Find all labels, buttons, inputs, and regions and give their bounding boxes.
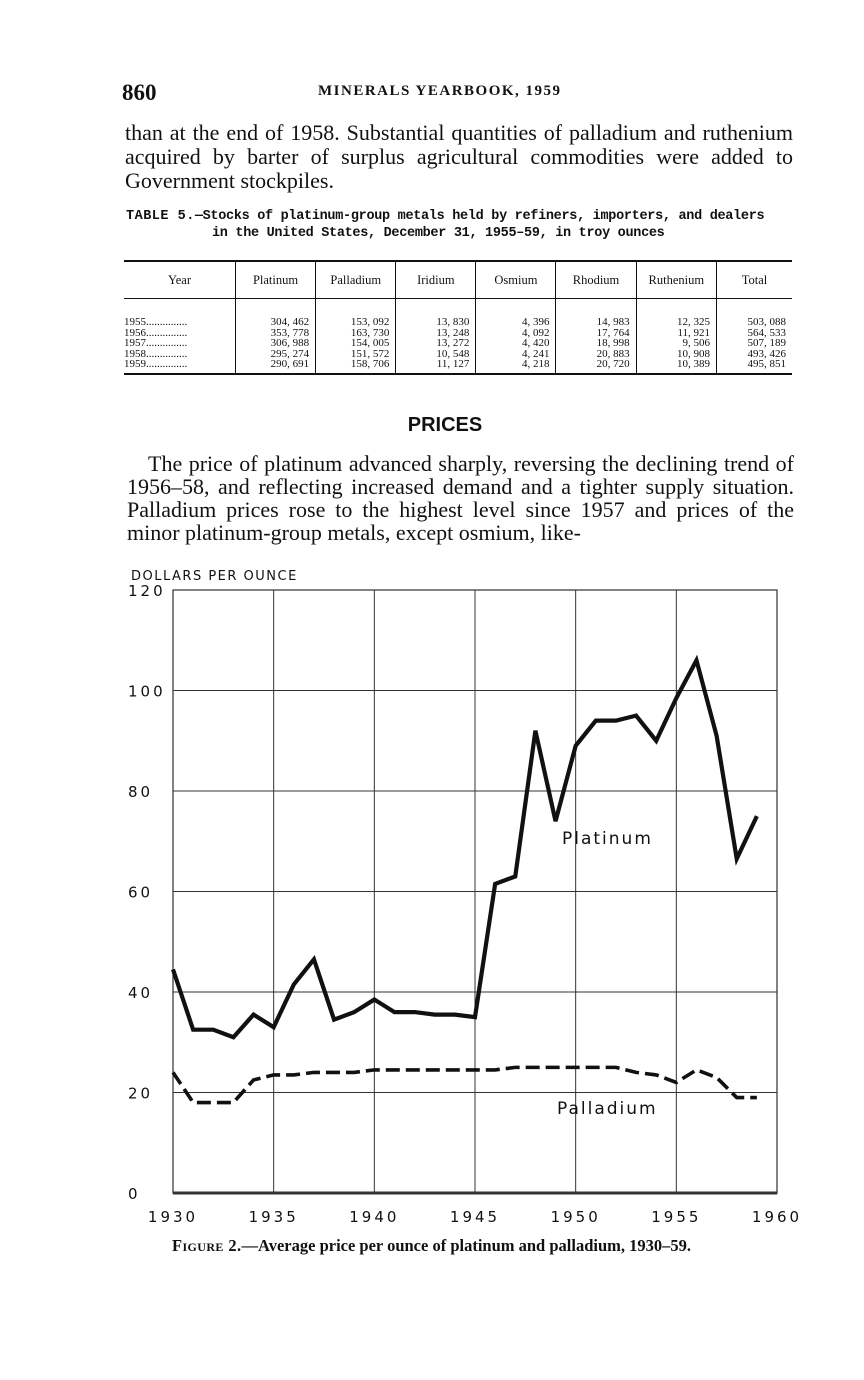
x-tick-label: 1930 [147,1208,199,1226]
table-cell: 151, 572 [316,349,396,360]
x-tick-label: 1935 [248,1208,299,1226]
table-header-palladium: Palladium [316,261,396,299]
intro-paragraph: than at the end of 1958. Substantial quantities of palladium and ruthenium acquired by barter of surplus agricultural commodities were added to Government stockpiles. [125,120,793,193]
y-tick-label: 40 [128,984,154,1002]
running-head: MINERALS YEARBOOK, 1959 [318,83,562,99]
table-cell: 4, 218 [476,359,556,374]
prices-paragraph: The price of platinum advanced sharply, reversing the declining trend of 1956–58, and reflecting increased demand and a tighter supply situation. Palladium prices rose to the highest level since 1957 and prices of the minor platinum-group metals, except osmium, like- [127,451,794,545]
table-cell: 10, 389 [636,359,716,374]
y-axis-label: DOLLARS PER OUNCE [131,569,298,584]
table-cell: 507, 189 [717,338,792,349]
y-tick-label: 20 [128,1084,154,1103]
table-caption-label: TABLE 5. [126,209,195,224]
table-cell: 13, 272 [396,338,476,349]
year-label: 1958 ..... [124,348,187,360]
x-tick-label: 1960 [751,1208,803,1226]
table-caption-line1: —Stocks of platinum-group metals held by refiners, importers, and dealers [194,209,765,224]
table-cell: 14, 983 [556,299,636,328]
y-tick-label: 120 [128,582,166,600]
table-cell: 13, 830 [396,299,476,328]
table-cell: 11, 921 [636,328,716,339]
table-cell: 306, 988 [235,338,315,349]
table-header-iridium: Iridium [396,261,476,299]
table-cell: 10, 548 [396,349,476,360]
table-header-total: Total [717,261,792,299]
year-label: 1956 ..... [124,327,187,339]
table-header-osmium: Osmium [476,261,556,299]
table-cell: 493, 426 [717,349,792,360]
table-cell: 353, 778 [235,328,315,339]
y-tick-label: 100 [128,682,166,701]
table-cell: 503, 088 [717,299,792,328]
series-label-platinum: Platinum [562,829,653,849]
table-cell: 10, 908 [636,349,716,360]
table-cell: 11, 127 [396,359,476,374]
page-number: 860 [122,80,157,105]
x-tick-label: 1940 [349,1208,400,1226]
table-cell: 154, 005 [316,338,396,349]
table-cell: 564, 533 [717,328,792,339]
figure-caption [172,1236,691,1256]
table-cell: 290, 691 [235,359,315,374]
y-tick-label: 0 [128,1185,141,1203]
table-cell: 304, 462 [235,299,315,328]
table-header-year: Year [124,261,235,299]
x-tick-label: 1955 [651,1208,702,1226]
table-cell: 153, 092 [316,299,396,328]
series-line-platinum [173,660,757,1037]
table-cell: 158, 706 [316,359,396,374]
table-cell: 20, 720 [556,359,636,374]
table-cell: 9, 506 [636,338,716,349]
figure-caption-label: Figure 2. [172,1236,242,1255]
table-cell: 13, 248 [396,328,476,339]
table-cell: 4, 396 [476,299,556,328]
table-header-ruthenium: Ruthenium [636,261,716,299]
x-tick-label: 1945 [449,1208,501,1226]
series-label-palladium: Palladium [557,1099,658,1119]
year-label: 1959 ..... [124,358,187,370]
table-cell: 295, 274 [235,349,315,360]
year-label: 1955 ..... [124,316,187,328]
x-tick-label: 1950 [550,1208,601,1226]
table-cell: 12, 325 [636,299,716,328]
table-cell: 4, 241 [476,349,556,360]
table-caption-line2: in the United States, December 31, 1955–59, in troy ounces [212,226,665,241]
table-cell: 18, 998 [556,338,636,349]
series-line-palladium [173,1067,757,1102]
table-header-rhodium: Rhodium [556,261,636,299]
table-cell: 495, 851 [717,359,792,374]
y-tick-label: 60 [128,883,154,902]
year-label: 1957 ..... [124,337,187,349]
y-tick-label: 80 [128,783,154,801]
table-cell: 20, 883 [556,349,636,360]
table-cell: 4, 092 [476,328,556,339]
section-heading: PRICES [407,414,483,436]
table-cell: 4, 420 [476,338,556,349]
table-cell: 163, 730 [316,328,396,339]
figure-caption-text: —Average price per ounce of platinum and palladium, 1930–59. [241,1236,692,1255]
table-header-platinum: Platinum [235,261,315,299]
table-cell: 17, 764 [556,328,636,339]
